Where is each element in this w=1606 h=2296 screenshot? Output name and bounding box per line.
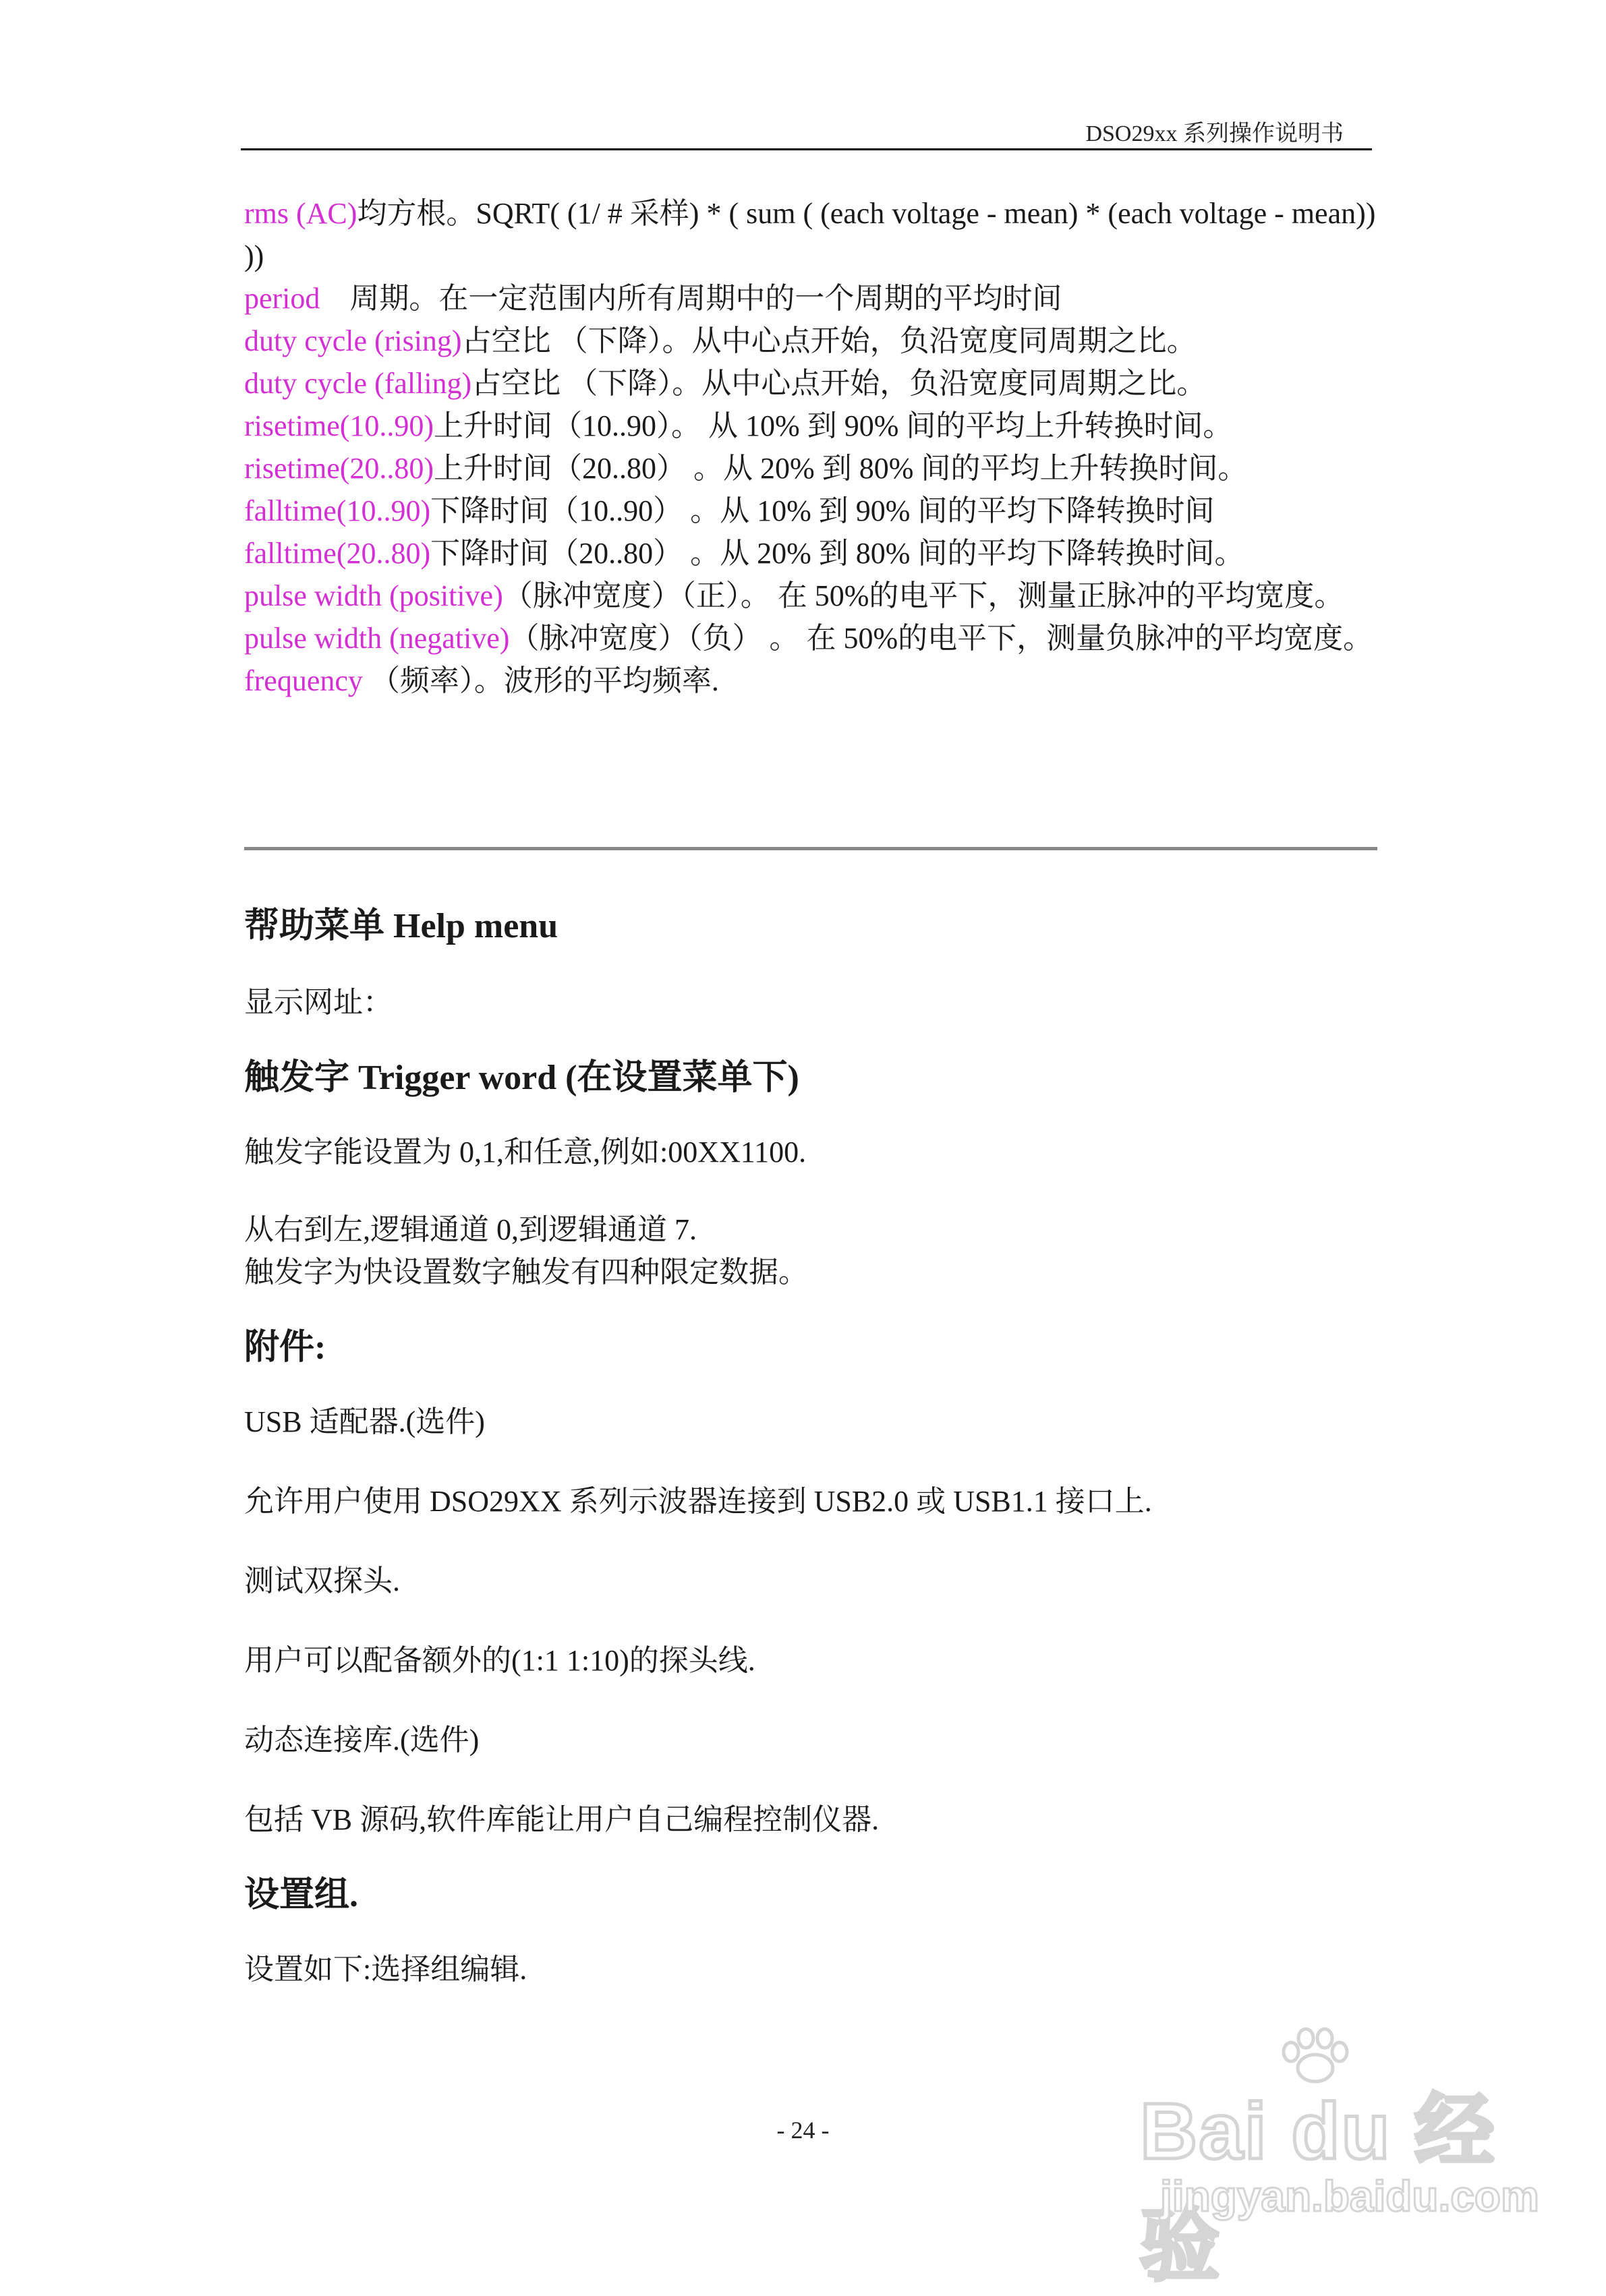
settings-group-text: 设置如下:选择组编辑. — [244, 1953, 527, 1986]
definition-item — [244, 490, 1377, 532]
accessories-text: 动态连接库.(选件) — [244, 1724, 480, 1757]
definition-term: risetime(10..90) — [244, 409, 434, 442]
definition-text: 均方根。SQRT( (1/ # 采样) * ( sum ( (each voltage - mean) * (each voltage - mean)) )) — [244, 197, 1376, 272]
accessories-text: 测试双探头. — [244, 1564, 400, 1597]
baidu-watermark — [1140, 2026, 1572, 2291]
accessories-text: 用户可以配备额外的(1:1 1:10)的探头线. — [244, 1644, 755, 1677]
watermark-url: jingyan.baidu.com — [1160, 2172, 1539, 2220]
help-menu-heading: 帮助菜单 Help menu — [244, 907, 558, 945]
definition-item — [244, 362, 1377, 405]
accessories-text: USB 适配器.(选件) — [244, 1405, 485, 1438]
definition-term: pulse width (negative) — [244, 622, 510, 655]
definition-text: 下降时间（20..80） 。从 20% 到 80% 间的平均下降转换时间。 — [430, 537, 1244, 570]
watermark-brand: Bai du 经验 — [1140, 2087, 1496, 2291]
definition-list — [244, 192, 1377, 702]
accessories-heading: 附件: — [244, 1328, 326, 1367]
trigger-word-text: 触发字为快设置数字触发有四种限定数据。 — [244, 1256, 808, 1289]
definition-term: pulse width (positive) — [244, 579, 503, 612]
definition-item — [244, 320, 1377, 362]
definition-text: （脉冲宽度）（正）。 在 50%的电平下，测量正脉冲的平均宽度。 — [503, 579, 1344, 612]
definition-text: （脉冲宽度）（负） 。 在 50%的电平下，测量负脉冲的平均宽度。 — [509, 622, 1373, 655]
definition-term: falltime(10..90) — [244, 494, 431, 527]
definition-item — [244, 575, 1377, 617]
definition-item — [244, 192, 1377, 277]
definition-text: 上升时间（10..90）。 从 10% 到 90% 间的平均上升转换时间。 — [434, 409, 1233, 442]
definition-item — [244, 659, 1377, 702]
definition-term: duty cycle (rising) — [244, 324, 462, 357]
trigger-word-heading: 触发字 Trigger word (在设置菜单下) — [244, 1059, 799, 1097]
definition-term: duty cycle (falling) — [244, 367, 472, 400]
definition-item — [244, 447, 1377, 490]
definition-item — [244, 277, 1377, 320]
definition-term: risetime(20..80) — [244, 452, 434, 485]
trigger-word-text: 触发字能设置为 0,1,和任意,例如:00XX1100. — [244, 1136, 807, 1169]
definition-text: （频率）。波形的平均频率. — [362, 664, 719, 697]
definition-text: 占空比 （下降）。从中心点开始，负沿宽度同周期之比。 — [471, 367, 1207, 400]
definition-term: falltime(20..80) — [244, 537, 431, 570]
definition-text: 下降时间（10..90） 。从 10% 到 90% 间的平均下降转换时间 — [430, 494, 1215, 527]
help-menu-text: 显示网址： — [244, 986, 393, 1019]
accessories-text: 允许用户使用 DSO29XX 系列示波器连接到 USB2.0 或 USB1.1 接口上. — [244, 1485, 1152, 1518]
settings-group-heading: 设置组. — [244, 1876, 359, 1914]
definition-text: 周期。在一定范围内所有周期中的一个周期的平均时间 — [320, 282, 1062, 315]
trigger-word-text: 从右到左,逻辑通道 0,到逻辑通道 7. — [244, 1213, 697, 1246]
definition-item — [244, 532, 1377, 575]
body-section — [244, 890, 1377, 1991]
header-title: DSO29xx 系列操作说明书 — [1085, 121, 1344, 146]
definition-text: 上升时间（20..80） 。从 20% 到 80% 间的平均上升转换时间。 — [434, 452, 1248, 485]
definition-term: period — [244, 282, 320, 315]
definition-item — [244, 617, 1377, 659]
definition-text: 占空比 （下降）。从中心点开始，负沿宽度同周期之比。 — [461, 324, 1197, 357]
section-divider — [244, 847, 1377, 850]
definition-term: frequency — [244, 664, 363, 697]
page-header — [241, 113, 1372, 150]
page-number: - 24 - — [776, 2117, 830, 2144]
definition-term: rms (AC) — [244, 197, 357, 230]
accessories-text: 包括 VB 源码,软件库能让用户自己编程控制仪器. — [244, 1803, 880, 1836]
definition-item — [244, 405, 1377, 447]
